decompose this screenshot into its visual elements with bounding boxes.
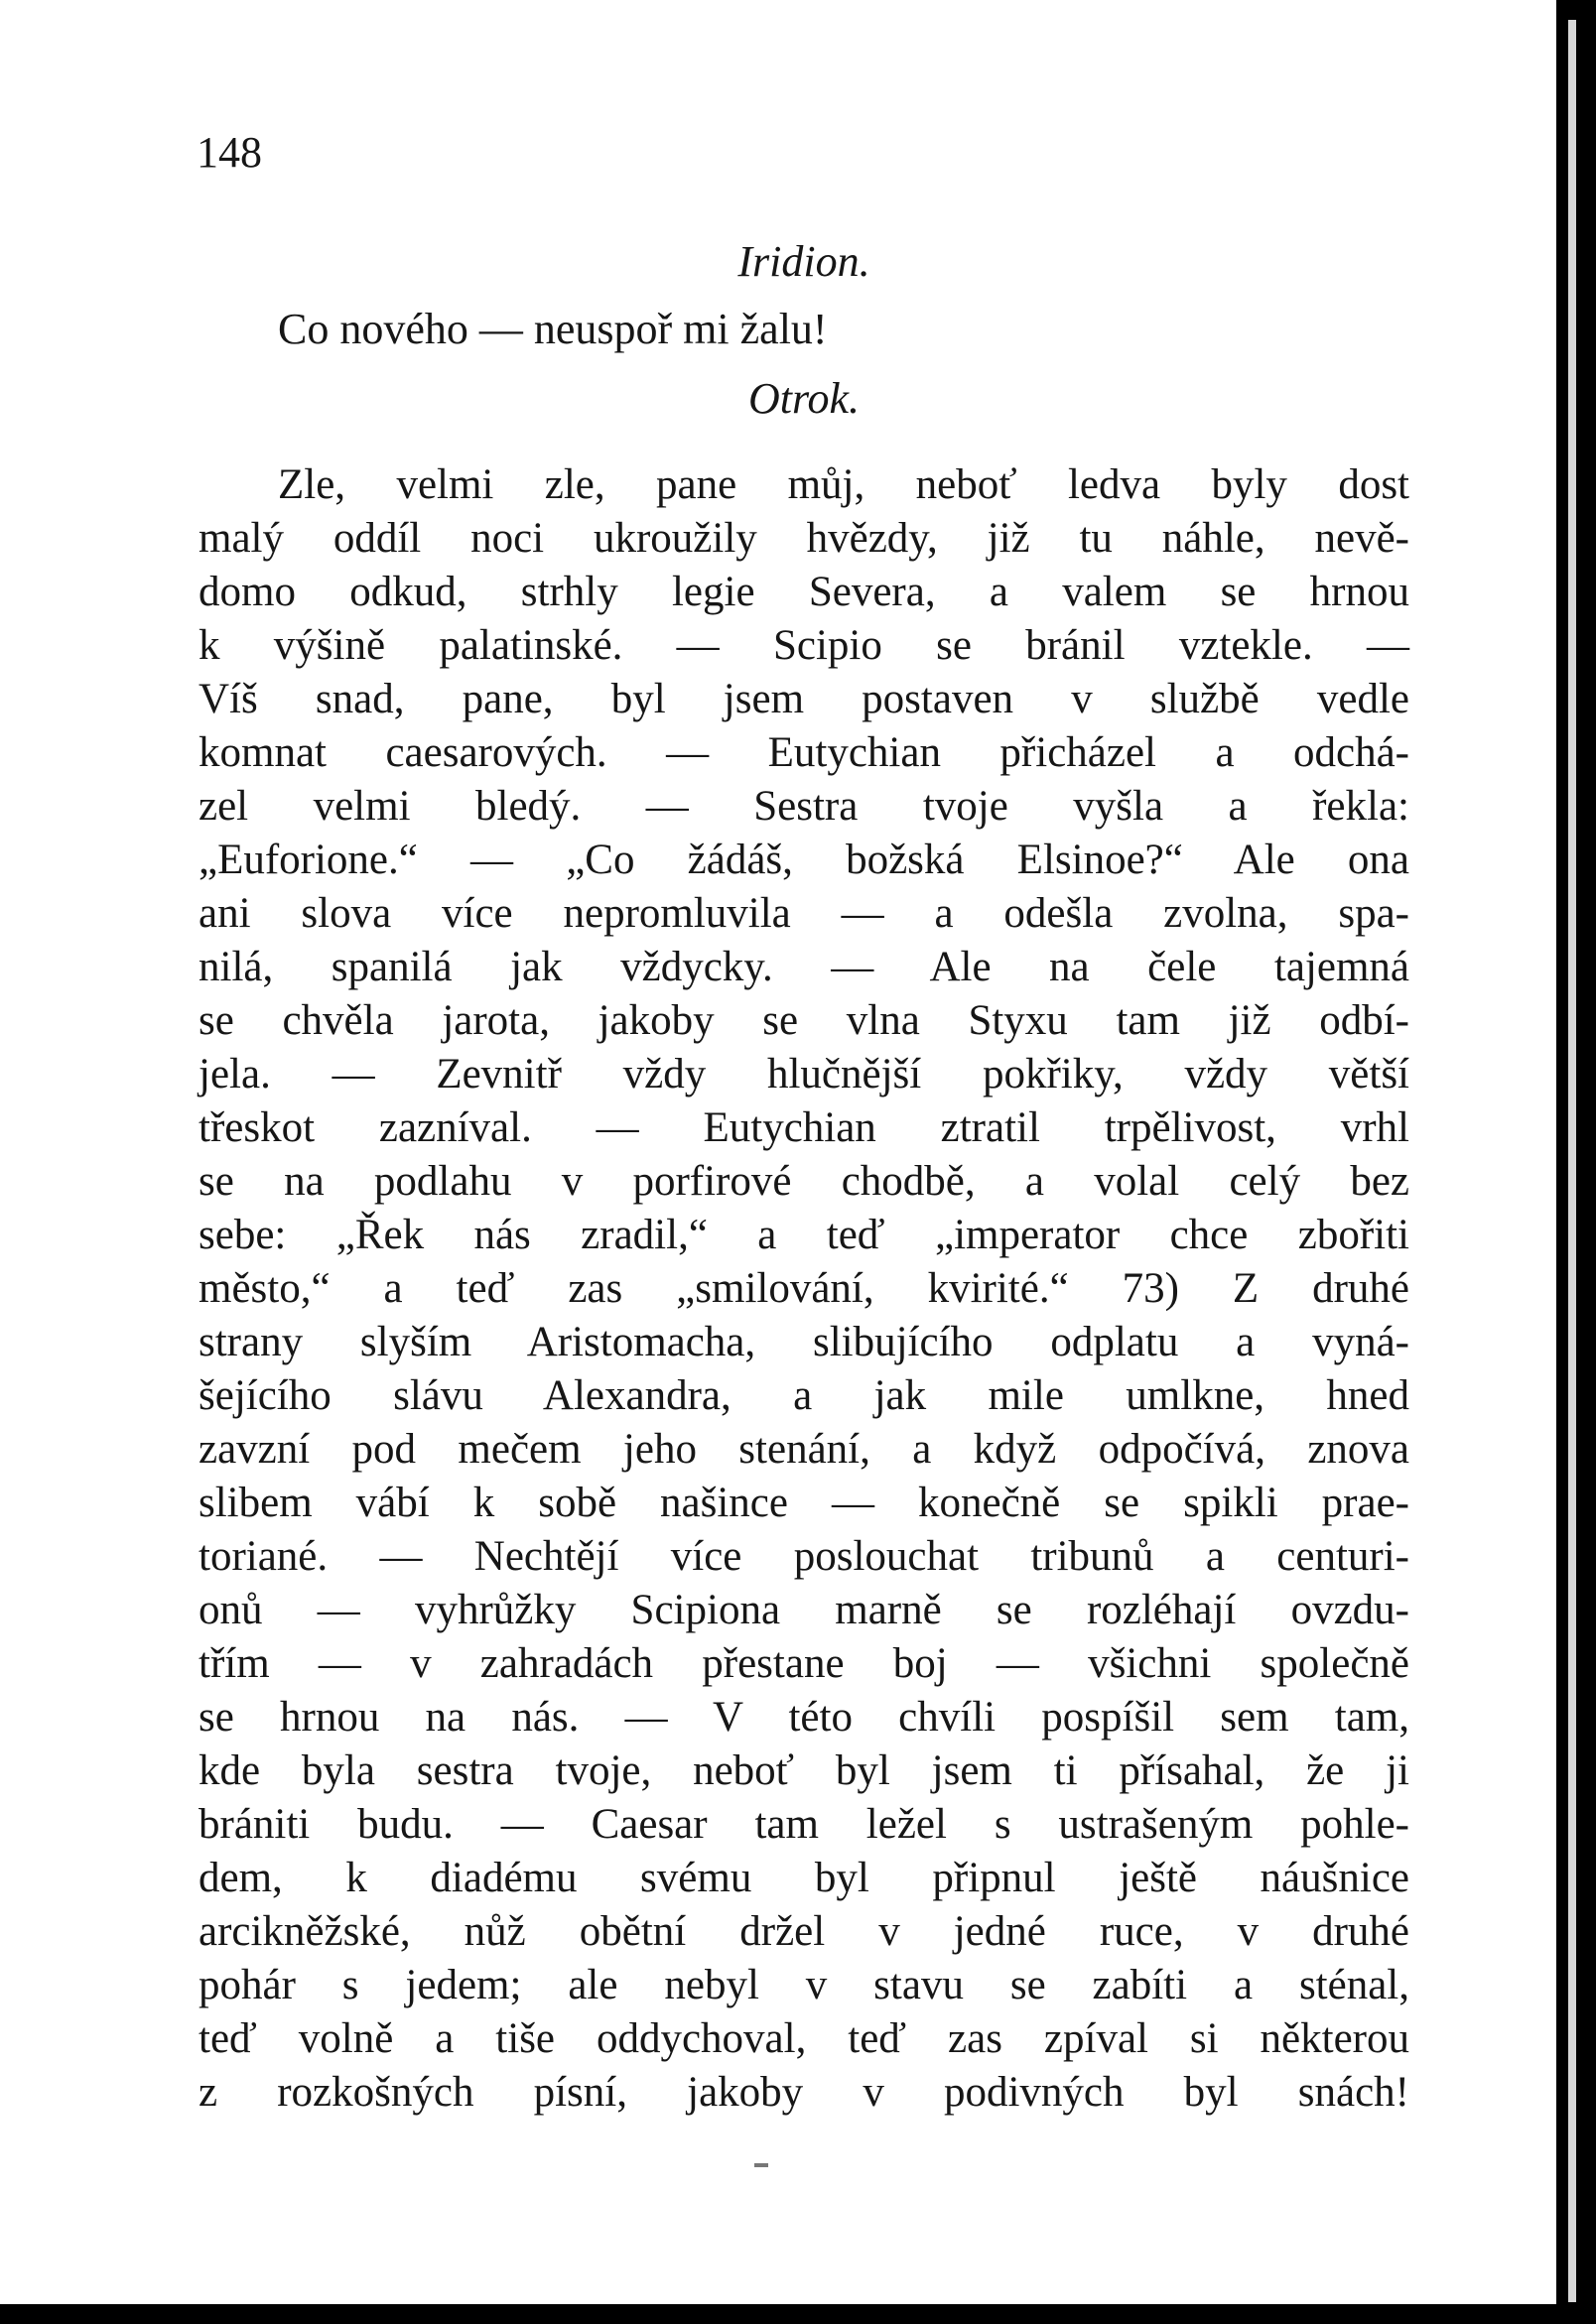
text-line: strany slyším Aristomacha, slibujícího odplatu a vyná- — [199, 1319, 1409, 1365]
text-line: šejícího slávu Alexandra, a jak mile umlkne, hned — [199, 1372, 1409, 1419]
paragraph — [199, 458, 1409, 2120]
text-line: domo odkud, strhly legie Severa, a valem se hrnou — [199, 569, 1409, 615]
text-line: se hrnou na nás. — V této chvíli pospíšil sem tam, — [199, 1694, 1409, 1741]
text-line: jela. — Zevnitř vždy hlučnější pokřiky, vždy větší — [199, 1051, 1409, 1097]
text-line: „Euforione.“ — „Co žádáš, božská Elsinoe?“ Ale ona — [199, 837, 1409, 883]
text-line: slibem vábí k sobě našince — konečně se spikli prae- — [199, 1480, 1409, 1526]
text-line: z rozkošných písní, jakoby v podivných byl snách! — [199, 2069, 1409, 2116]
text-line: malý oddíl noci ukroužily hvězdy, již tu náhle, nevě- — [199, 515, 1409, 562]
text-line: nilá, spanilá jak vždycky. — Ale na čele tajemná — [199, 944, 1409, 990]
ink-mark — [754, 2163, 768, 2167]
dialogue-line: Co nového — neuspoř mi žalu! — [278, 305, 828, 353]
text-line: kde byla sestra tvoje, neboť byl jsem ti přísahal, že ji — [199, 1747, 1409, 1794]
page-number: 148 — [197, 128, 262, 177]
text-line: teď volně a tiše oddychoval, teď zas zpíval si některou — [199, 2015, 1409, 2062]
text-line: komnat caesarových. — Eutychian přicházel a odchá- — [199, 729, 1409, 776]
text-line: město,“ a teď zas „smilování, kvirité.“ 73) Z druhé — [199, 1265, 1409, 1312]
text-line: brániti budu. — Caesar tam ležel s ustrašeným pohle- — [199, 1801, 1409, 1848]
text-line: dem, k diadému svému byl připnul ještě náušnice — [199, 1855, 1409, 1901]
text-line: zel velmi bledý. — Sestra tvoje vyšla a řekla: — [199, 783, 1409, 830]
text-line: onů — vyhrůžky Scipiona marně se rozléhají ovzdu- — [199, 1587, 1409, 1633]
text-line: zavzní pod mečem jeho stenání, a když odpočívá, znova — [199, 1426, 1409, 1473]
text-line: se na podlahu v porfirové chodbě, a volal celý bez — [199, 1158, 1409, 1205]
page-bottom-edge — [0, 2304, 1596, 2324]
text-line: ani slova více nepromluvila — a odešla zvolna, spa- — [199, 890, 1409, 937]
text-line: arcikněžské, nůž obětní držel v jedné ruce, v druhé — [199, 1908, 1409, 1955]
text-line: k výšině palatinské. — Scipio se bránil vztekle. — — [199, 622, 1409, 669]
text-line: se chvěla jarota, jakoby se vlna Styxu tam již odbí- — [199, 997, 1409, 1044]
page-edge — [1556, 0, 1596, 2324]
text-line: Víš snad, pane, byl jsem postaven v službě vedle — [199, 676, 1409, 722]
text-line: třeskot zazníval. — Eutychian ztratil trpělivost, vrhl — [199, 1104, 1409, 1151]
text-line: toriané. — Nechtějí více poslouchat tribunů a centuri- — [199, 1533, 1409, 1580]
text-line: pohár s jedem; ale nebyl v stavu se zabíti a sténal, — [199, 1962, 1409, 2008]
text-line: Zle, velmi zle, pane můj, neboť ledva byly dost — [278, 461, 1409, 508]
speaker-name-otrok: Otrok. — [747, 374, 861, 423]
text-line: třím — v zahradách přestane boj — všichni společně — [199, 1640, 1409, 1687]
text-line: sebe: „Řek nás zradil,“ a teď „imperator chce zbořiti — [199, 1212, 1409, 1258]
speaker-name-iridion: Iridion. — [737, 237, 870, 286]
